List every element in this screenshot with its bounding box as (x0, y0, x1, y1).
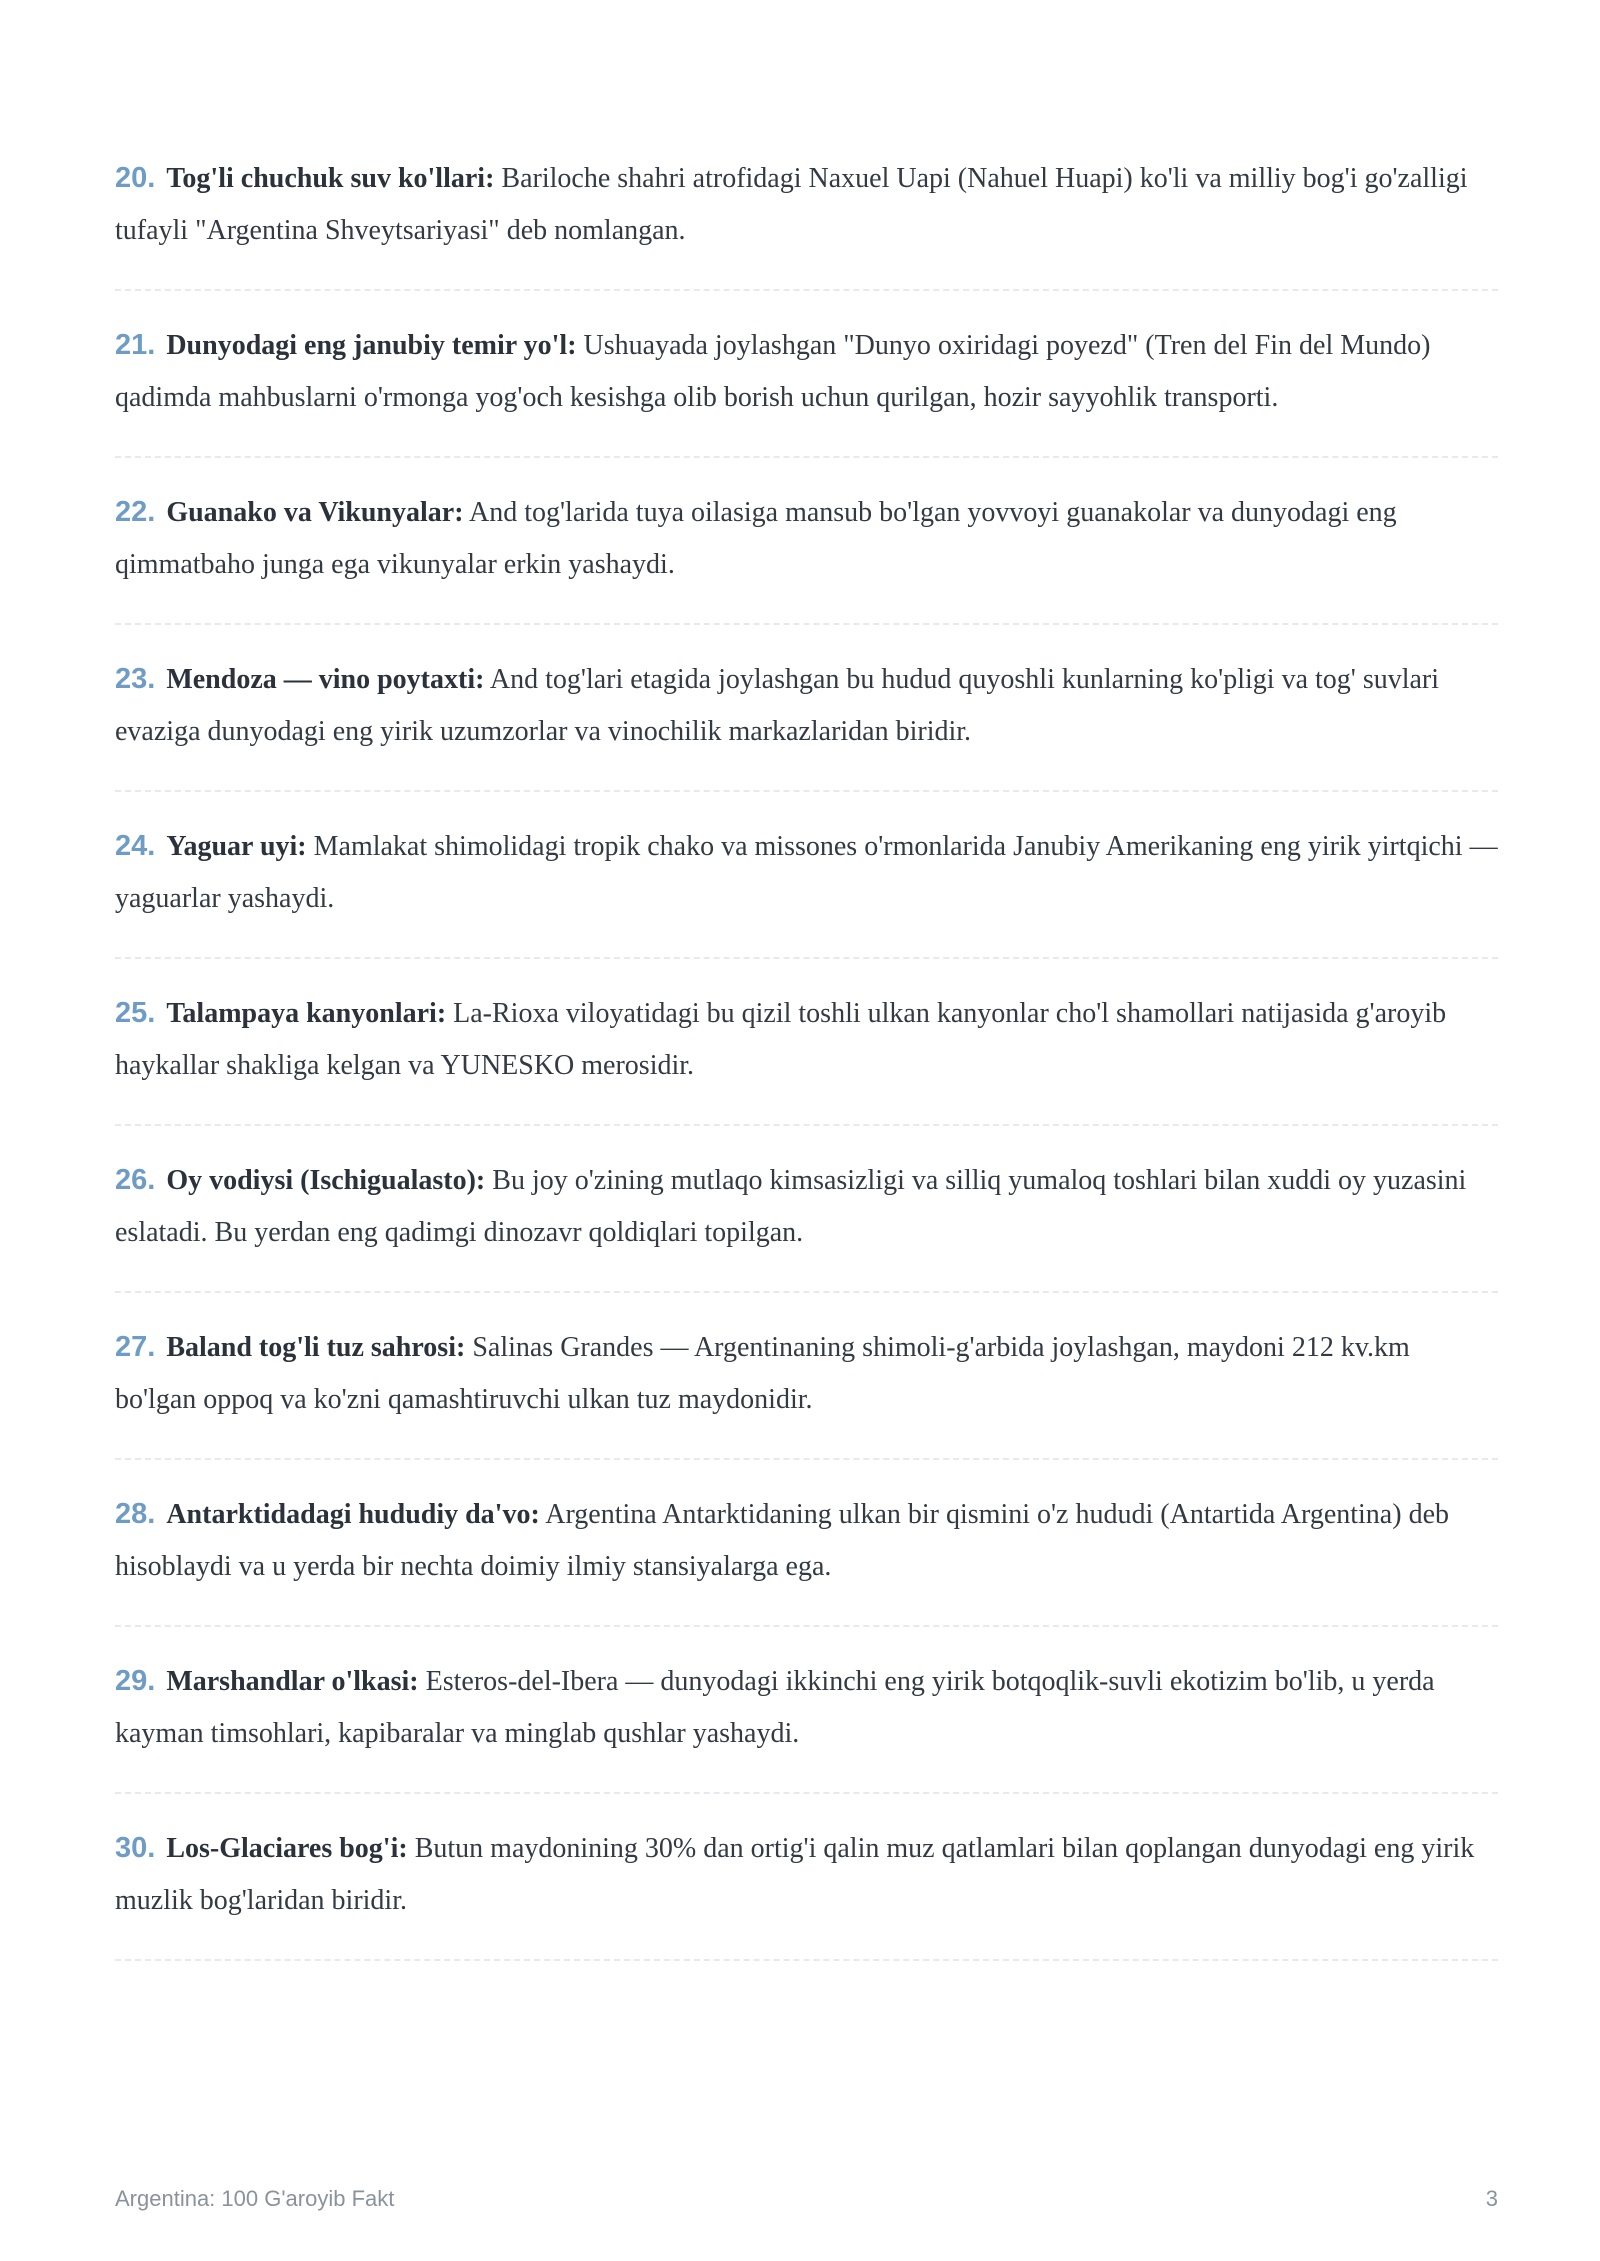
fact-title: Oy vodiysi (Ischigualasto): (166, 1165, 486, 1196)
fact-paragraph (115, 1154, 1498, 1259)
fact-body: Salinas Grandes — Argentinaning shimoli-g'arbida joylashgan, maydoni 212 kv.km bo'lgan oppoq va ko'zni qamashtiruvchi ulkan tuz maydonidir. (115, 1332, 1410, 1415)
fact-body: La-Rioxa viloyatidagi bu qizil toshli ulkan kanyonlar cho'l shamollari natijasida g'aroyib haykallar shakliga kelgan va YUNESKO merosidir. (115, 998, 1447, 1081)
fact-item (115, 319, 1498, 458)
fact-number: 21. (115, 329, 156, 361)
fact-title: Tog'li chuchuk suv ko'llari: (166, 163, 495, 194)
fact-body: Bu joy o'zining mutlaqo kimsasizligi va silliq yumaloq toshlari bilan xuddi oy yuzasini eslatadi. Bu yerdan eng qadimgi dinozavr qoldiqlari topilgan. (115, 1165, 1467, 1248)
fact-paragraph (115, 1822, 1498, 1927)
fact-number: 20. (115, 162, 156, 194)
page-footer (115, 2186, 1498, 2212)
fact-title: Dunyodagi eng janubiy temir yo'l: (166, 330, 577, 361)
page-number: 3 (1485, 2186, 1498, 2211)
fact-body: And tog'lari etagida joylashgan bu hudud quyoshli kunlarning ko'pligi va tog' suvlari evaziga dunyodagi eng yirik uzumzorlar va vinochilik markazlaridan biridir. (115, 664, 1440, 747)
fact-number: 26. (115, 1164, 156, 1196)
fact-number: 22. (115, 496, 156, 528)
fact-number: 25. (115, 997, 156, 1029)
fact-paragraph (115, 152, 1498, 257)
fact-number: 30. (115, 1832, 156, 1864)
fact-number: 24. (115, 830, 156, 862)
fact-body: Esteros-del-Ibera — dunyodagi ikkinchi eng yirik botqoqlik-suvli ekotizim bo'lib, u yerda kayman timsohlari, kapibaralar va minglab qushlar yashaydi. (115, 1666, 1435, 1749)
fact-body: Bariloche shahri atrofidagi Naxuel Uapi (Nahuel Huapi) ko'li va milliy bog'i go'zalligi tufayli "Argentina Shveytsariyasi" deb nomlangan. (115, 163, 1468, 246)
fact-body: Butun maydonining 30% dan ortig'i qalin muz qatlamlari bilan qoplangan dunyodagi eng yirik muzlik bog'laridan biridir. (115, 1833, 1475, 1916)
fact-paragraph (115, 319, 1498, 424)
fact-title: Antarktidadagi hududiy da'vo: (166, 1499, 540, 1530)
fact-item (115, 987, 1498, 1126)
fact-item (115, 653, 1498, 792)
fact-paragraph (115, 1655, 1498, 1760)
fact-number: 23. (115, 663, 156, 695)
fact-item (115, 1822, 1498, 1961)
fact-title: Talampaya kanyonlari: (166, 998, 447, 1029)
fact-body: Argentina Antarktidaning ulkan bir qismini o'z hududi (Antartida Argentina) deb hisoblaydi va u yerda bir nechta doimiy ilmiy stansiyalarga ega. (115, 1499, 1449, 1582)
fact-item (115, 486, 1498, 625)
fact-paragraph (115, 1321, 1498, 1426)
fact-title: Baland tog'li tuz sahrosi: (166, 1332, 466, 1363)
fact-item (115, 1488, 1498, 1627)
fact-item (115, 152, 1498, 291)
fact-item (115, 1321, 1498, 1460)
fact-item (115, 820, 1498, 959)
fact-paragraph (115, 1488, 1498, 1593)
fact-list (115, 152, 1498, 1989)
fact-number: 27. (115, 1331, 156, 1363)
fact-title: Guanako va Vikunyalar: (166, 497, 464, 528)
fact-item (115, 1154, 1498, 1293)
fact-title: Mendoza — vino poytaxti: (166, 664, 485, 695)
fact-number: 29. (115, 1665, 156, 1697)
fact-body: Mamlakat shimolidagi tropik chako va missones o'rmonlarida Janubiy Amerikaning eng yirik yirtqichi — yaguarlar yashaydi. (115, 831, 1498, 914)
fact-paragraph (115, 987, 1498, 1092)
fact-item (115, 1655, 1498, 1794)
fact-title: Los-Glaciares bog'i: (166, 1833, 408, 1864)
fact-paragraph (115, 486, 1498, 591)
fact-paragraph (115, 653, 1498, 758)
fact-body: Ushuayada joylashgan "Dunyo oxiridagi poyezd" (Tren del Fin del Mundo) qadimda mahbuslarni o'rmonga yog'och kesishga olib borish uchun qurilgan, hozir sayyohlik transporti. (115, 330, 1431, 413)
fact-paragraph (115, 820, 1498, 925)
fact-title: Marshandlar o'lkasi: (166, 1666, 419, 1697)
fact-number: 28. (115, 1498, 156, 1530)
footer-title: Argentina: 100 G'aroyib Fakt (115, 2186, 395, 2211)
fact-title: Yaguar uyi: (166, 831, 307, 862)
fact-body: And tog'larida tuya oilasiga mansub bo'lgan yovvoyi guanakolar va dunyodagi eng qimmatbaho junga ega vikunyalar erkin yashaydi. (115, 497, 1397, 580)
